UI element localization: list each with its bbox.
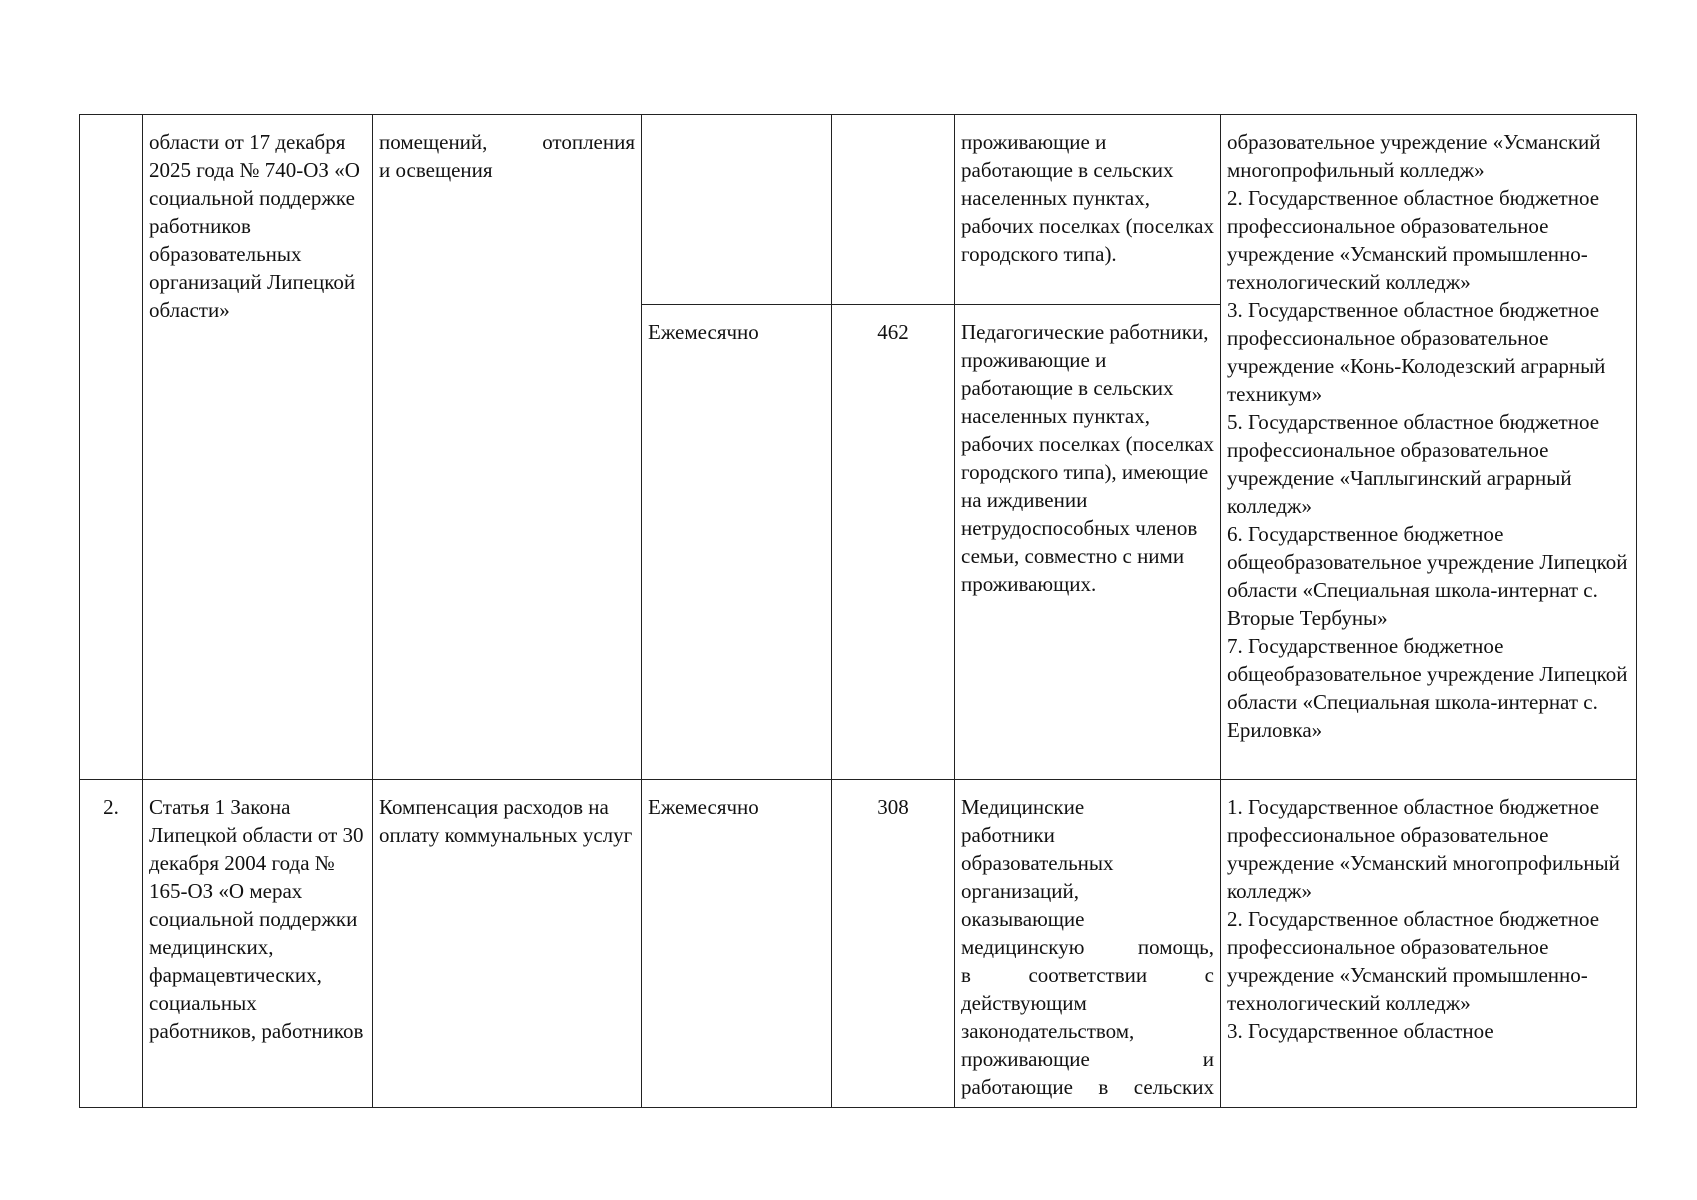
- institution-item: 2. Государственное областное бюджетное профессиональное образовательное учреждение «Усманский промышленно-технологический колледж»: [1227, 186, 1600, 294]
- support-measure-text: Компенсация расходов на оплату коммунальных услуг: [379, 795, 633, 847]
- row-number-cell: [80, 780, 143, 1108]
- support-measure-line: и освещения: [379, 158, 493, 182]
- support-measure-cell: [373, 115, 642, 780]
- recipients-cell: [955, 305, 1221, 780]
- institution-item: 1. Государственное областное бюджетное профессиональное образовательное учреждение «Усманский многопрофильный колледж»: [1227, 795, 1620, 903]
- table-row: [80, 115, 1637, 305]
- frequency-text: Ежемесячно: [648, 795, 759, 819]
- recipients-line: образовательных: [961, 851, 1114, 875]
- institution-item: образовательное учреждение «Усманский многопрофильный колледж»: [1227, 130, 1601, 182]
- frequency-cell: [642, 115, 832, 305]
- amount-text: 308: [877, 795, 909, 819]
- institution-item: 6. Государственное бюджетное общеобразовательное учреждение Липецкой области «Специальная школа-интернат с. Вторые Тербуны»: [1227, 522, 1628, 630]
- recipients-text: Педагогические работники, проживающие и работающие в сельских населенных пунктах, рабочих поселках (поселках городского типа), имеющие на иждивении нетрудоспособных членов семьи, совместно с ними проживающих.: [961, 320, 1214, 596]
- recipients-text: проживающие и работающие в сельских населенных пунктах, рабочих поселках (поселках городского типа).: [961, 130, 1214, 266]
- amount-cell: [832, 305, 955, 780]
- institution-item: 5. Государственное областное бюджетное профессиональное образовательное учреждение «Чаплыгинский аграрный колледж»: [1227, 410, 1600, 518]
- recipients-line: работники: [961, 823, 1055, 847]
- recipients-line: законодательством,: [961, 1019, 1135, 1043]
- recipients-line: медицинскую помощь,: [961, 935, 1214, 959]
- amount-cell: [832, 780, 955, 1108]
- legal-basis-text: области от 17 декабря 2025 года № 740-ОЗ «О социальной поддержке работников образовательных организаций Липецкой области»: [149, 130, 360, 322]
- legal-basis-text: Статья 1 Закона Липецкой области от 30 декабря 2004 года № 165-ОЗ «О мерах социальной поддержки медицинских, фармацевтических, социальных работников, работников: [149, 795, 364, 1043]
- recipients-line: оказывающие: [961, 907, 1085, 931]
- legal-basis-cell: [143, 115, 373, 780]
- recipients-cell: [955, 780, 1221, 1108]
- amount-cell: [832, 115, 955, 305]
- recipients-line: работающие в сельских: [961, 1075, 1214, 1099]
- institutions-cell: [1221, 115, 1637, 780]
- recipients-line: Медицинские: [961, 795, 1085, 819]
- recipients-line: в соответствии с: [961, 963, 1214, 987]
- support-measure-line: помещений, отопления: [379, 130, 635, 154]
- institution-item: 2. Государственное областное бюджетное профессиональное образовательное учреждение «Усманский промышленно-технологический колледж»: [1227, 907, 1600, 1015]
- frequency-text: Ежемесячно: [648, 320, 759, 344]
- frequency-cell: [642, 305, 832, 780]
- recipients-line: действующим: [961, 991, 1087, 1015]
- support-measure-cell: [373, 780, 642, 1108]
- institution-item: 3. Государственное областное бюджетное профессиональное образовательное учреждение «Конь-Колодезский аграрный техникум»: [1227, 298, 1606, 406]
- row-number-cell: [80, 115, 143, 780]
- institutions-cell: [1221, 780, 1637, 1108]
- table-row: [80, 780, 1637, 1108]
- recipients-line: проживающие и: [961, 1047, 1214, 1071]
- amount-text: 462: [877, 320, 909, 344]
- recipients-cell: [955, 115, 1221, 305]
- institution-item: 3. Государственное областное: [1227, 1019, 1494, 1043]
- institution-item: 7. Государственное бюджетное общеобразовательное учреждение Липецкой области «Специальная школа-интернат с. Ериловка»: [1227, 634, 1628, 742]
- benefits-table: [79, 114, 1637, 1108]
- frequency-cell: [642, 780, 832, 1108]
- recipients-line: организаций,: [961, 879, 1079, 903]
- row-number: 2.: [103, 795, 119, 819]
- legal-basis-cell: [143, 780, 373, 1108]
